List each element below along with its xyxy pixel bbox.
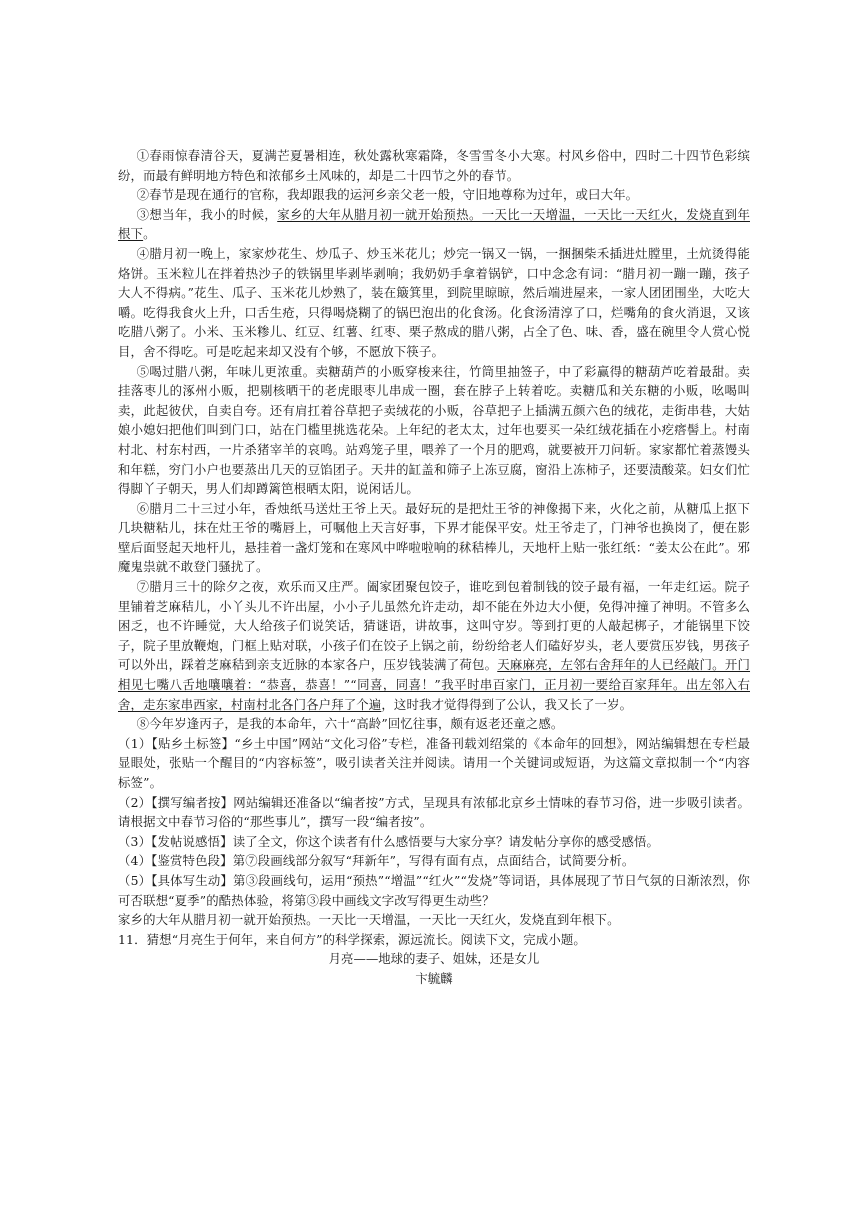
question-1: （1）【贴乡土标签】“乡土中国”网站“文化习俗”专栏，准备刊载刘绍棠的《本命年的回想》，网站编辑想在专栏最显眼处，张贴一个醒目的“内容标签”，吸引读者关注并阅读。请用一个关键词或短语，为这篇文章拟制一个“内容标签”。 bbox=[118, 735, 750, 790]
next-article-title: 月亮——地球的妻子、姐妹，还是女儿 bbox=[328, 951, 540, 967]
repeated-sentence: 家乡的大年从腊月初一就开始预热。一天比一天增温，一天比一天红火，发烧直到年根下。 bbox=[118, 912, 620, 928]
paragraph-1: ①春雨惊春清谷天，夏满芒夏暑相连，秋处露秋寒霜降，冬雪雪冬小大寒。村风乡俗中，四时二十四节色彩缤纷，而最有鲜明地方特色和浓郁乡土风味的，却是二十四节之外的春节。 bbox=[118, 148, 750, 183]
paragraph-2: ②春节是现在通行的官称，我却跟我的运河乡亲父老一般，守旧地尊称为过年，或曰大年。 bbox=[136, 187, 639, 203]
paragraph-7 bbox=[118, 577, 750, 714]
paragraph-5: ⑤喝过腊八粥，年味儿更浓重。卖糖葫芦的小贩穿梭来往，竹筒里抽签子，中了彩赢得的糖葫芦吃着最甜。卖挂落枣儿的涿州小贩，把剔核晒干的老虎眼枣儿串成一圈，套在脖子上转着吃。卖糖瓜和关东糖的小贩，吆喝叫卖，此起彼伏，自卖自夸。还有肩扛着谷草把子卖绒花的小贩，谷草把子上插满五颜六色的绒花，走街串巷，大姑娘小媳妇把他们叫到门口，站在门槛里挑选花朵。上年纪的老太太，过年也要买一朵红绒花插在小疙瘩髻上。村南村北、村东村西，一片杀猪宰羊的哀鸣。站鸡笼子里，喂养了一个月的肥鸡，就要被开刀问斩。家家都忙着蒸馒头和年糕，穷门小户也要蒸出几天的豆馅团子。天井的缸盖和筛子上冻豆腐，窗沿上冻柿子，还要渍酸菜。妇女们忙得脚丫子朝天，男人们却蹲篱笆根晒太阳，说闲话儿。 bbox=[118, 363, 750, 497]
question-5: （5）【具体写生动】第③段画线句，运用“预热”“增温”“红火”“发烧”等词语，具体展现了节日气氛的日渐浓烈，你可否联想“夏季”的酷热体验，将第③段中画线文字改写得更生动些？ bbox=[118, 872, 750, 908]
paragraph-3 bbox=[118, 205, 750, 244]
paragraph-8: ⑧今年岁逢丙子，是我的本命年，六十“高龄”回忆往事，颇有返老还童之感。 bbox=[136, 716, 564, 732]
paragraph-3-lead: ③想当年，我小的时候， bbox=[136, 206, 278, 222]
article-body bbox=[118, 146, 750, 989]
paragraph-3-underlined: 家乡的大年从腊月初一就开始预热。一天比一天增温，一天比一天红火，发烧直到年根下 bbox=[118, 206, 750, 242]
question-4: （4）【鉴赏特色段】第⑦段画线部分叙写“拜新年”，写得有面有点，点面结合，试简要分析。 bbox=[118, 853, 635, 869]
question-11: 11．猜想“月亮生于何年，来自何方”的科学探索，源远流长。阅读下文，完成小题。 bbox=[118, 931, 586, 947]
question-2: （2）【撰写编者按】网站编辑还准备以“编者按”方式，呈现具有浓郁北京乡土情味的春节习俗，进一步吸引读者。请根据文中春节习俗的“那些事儿”，撰写一段“编者按”。 bbox=[118, 794, 750, 830]
paragraph-7-lead: ⑦腊月三十的除夕之夜，欢乐而又庄严。阖家团聚包饺子，谁吃到包着制钱的饺子最有福，一年走红运。院子里铺着芝麻秸儿，小丫头儿不许出屋，小小子儿虽然允许走动，却不能在外边大小便，免得冲撞了神明。不管多么困乏，也不许睡觉，大人给孩子们说笑话，猜谜语，讲故事，这叫守岁。等到打更的人敲起梆子，才能锅里下饺子，院子里放鞭炮，门框上贴对联，小孩子们在饺子上锅之前，纷纷给老人们磕好岁头，老人要赏压岁钱，男孩子可以外出，踩着芝麻秸到亲支近脉的本家各户，压岁钱装满了荷包。 bbox=[118, 579, 750, 673]
paragraph-6: ⑥腊月二十三过小年，香烛纸马送灶王爷上天。最好玩的是把灶王爷的神像揭下来，火化之前，从糖瓜上抠下几块糖粘儿，抹在灶王爷的嘴唇上，可嘱他上天言好事，下界才能保平安。灶王爷走了，门神爷也换岗了，便在影壁后面竖起天地杆儿，悬挂着一盏灯笼和在寒风中哗啦啦响的秫秸棒儿，天地杆上贴一张红纸：“姜太公在此”。邪魔鬼祟就不敢登门骚扰了。 bbox=[118, 500, 750, 575]
paragraph-7-underlined-2: 出左邻入右舍，走东家串西家，村南村北各门各户拜了个遍 bbox=[118, 677, 750, 712]
question-3: （3）【发帖说感悟】读了全文，你这个读者有什么感悟要与大家分享？请发帖分享你的感受感悟。 bbox=[118, 833, 660, 849]
paragraph-4: ④腊月初一晚上，家家炒花生、炒瓜子、炒玉米花儿；炒完一锅又一锅，一捆捆柴禾插进灶膛里，土炕烫得能烙饼。玉米粒儿在拌着热沙子的铁锅里毕剥毕剥响；我奶奶手拿着锅铲，口中念念有词：“腊月初一蹦一蹦，孩子大人不得病。”花生、瓜子、玉米花儿炒熟了，装在簸箕里，到院里晾晾，然后端进屋来，一家人团团围坐，大吃大嚼。吃得我食火上升，口舌生疮，只得喝烧糊了的锅巴泡出的化食汤。化食汤清淳了口，烂嘴角的食火消退，又该吃腊八粥了。小米、玉米糁儿、红豆、红薯、红枣、栗子熬成的腊八粥，占全了色、味、香，盛在碗里令人赏心悦目，舍不得吃。可是吃起来却又没有个够，不愿放下筷子。 bbox=[118, 245, 750, 359]
paragraph-7-underlined: 天麻麻亮，左邻右舍拜年的人已经敲门。开门相见七嘴八舌地嚷嚷着：“恭喜，恭喜！”“同喜，同喜！”我平时串百家门，正月初一要给百家拜年。 bbox=[118, 657, 751, 693]
paragraph-3-end: 。 bbox=[143, 226, 156, 242]
next-article-author: 卞毓麟 bbox=[415, 970, 453, 986]
paragraph-7-end: ，这时我才觉得得到了公认，我又长了一岁。 bbox=[381, 696, 633, 712]
